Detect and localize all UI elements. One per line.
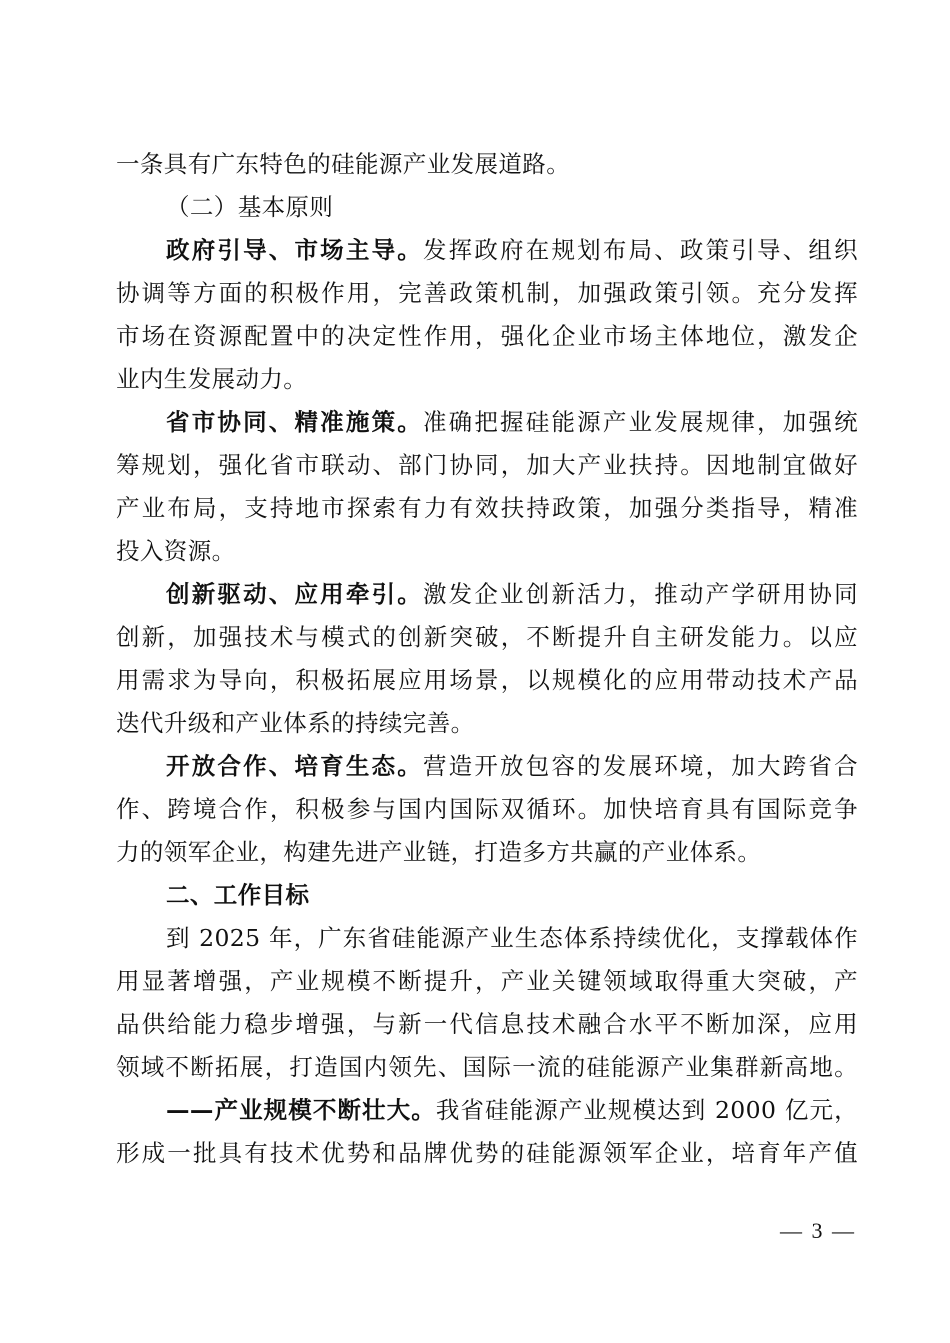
page-number: — 3 — [780,1218,856,1243]
paragraph-line: 开放合作、培育生态。营造开放包容的发展环境，加大跨省合 [166,752,858,780]
paragraph-line: 创新，加强技术与模式的创新突破，不断提升自主研发能力。以应 [116,623,858,651]
principle-heading: 政府引导、市场主导。 [166,236,423,264]
paragraph-line: 形成一批具有技术优势和品牌优势的硅能源领军企业，培育年产值 [116,1139,858,1167]
paragraph-line: 用显著增强，产业规模不断提升，产业关键领域取得重大突破，产 [116,967,858,995]
paragraph-line: 品供给能力稳步增强，与新一代信息技术融合水平不断加深，应用 [116,1010,858,1038]
paragraph-line: 协调等方面的积极作用，完善政策机制，加强政策引领。充分发挥 [116,279,858,307]
paragraph-line: 迭代升级和产业体系的持续完善。 [116,709,475,737]
paragraph-line: ——产业规模不断壮大。我省硅能源产业规模达到 2000 亿元， [166,1096,858,1124]
paragraph-line: 筹规划，强化省市联动、部门协同，加大产业扶持。因地制宜做好 [116,451,858,479]
principle-heading: 开放合作、培育生态。 [166,752,423,780]
paragraph-line: 一条具有广东特色的硅能源产业发展道路。 [116,150,571,178]
paragraph-line: 领域不断拓展，打造国内领先、国际一流的硅能源产业集群新高地。 [116,1053,858,1081]
principle-heading: 省市协同、精准施策。 [166,408,423,436]
principle-heading: 创新驱动、应用牵引。 [166,580,423,608]
paragraph-line: 省市协同、精准施策。准确把握硅能源产业发展规律，加强统 [166,408,858,436]
paragraph-line: 用需求为导向，积极拓展应用场景，以规模化的应用带动技术产品 [116,666,858,694]
paragraph-line: 业内生发展动力。 [116,365,308,393]
paragraph-line: 到 2025 年，广东省硅能源产业生态体系持续优化，支撑载体作 [166,924,858,952]
section-heading-principles: （二）基本原则 [166,193,334,221]
goal-heading: ——产业规模不断壮大。 [166,1096,436,1124]
document-body [116,143,858,1175]
paragraph-line: 力的领军企业，构建先进产业链，打造多方共赢的产业体系。 [116,838,762,866]
paragraph-line: 产业布局，支持地市探索有力有效扶持政策，加强分类指导，精准 [116,494,858,522]
paragraph-line: 作、跨境合作，积极参与国内国际双循环。加快培育具有国际竞争 [116,795,858,823]
paragraph-line: 政府引导、市场主导。发挥政府在规划布局、政策引导、组织 [166,236,858,264]
paragraph-line: 创新驱动、应用牵引。激发企业创新活力，推动产学研用协同 [166,580,858,608]
section-heading-goals: 二、工作目标 [166,881,310,909]
paragraph-line: 投入资源。 [116,537,236,565]
paragraph-line: 市场在资源配置中的决定性作用，强化企业市场主体地位，激发企 [116,322,858,350]
